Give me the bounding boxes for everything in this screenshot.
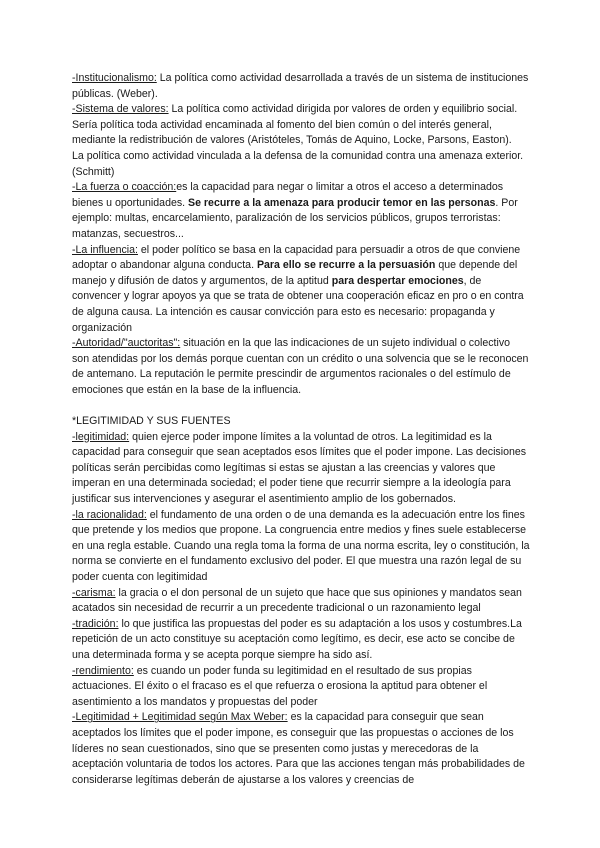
term-heading: -legitimidad: bbox=[72, 430, 130, 443]
body-text: la gracia o el don personal de un sujeto que hace que sus opiniones y mandatos sean acatados sin necesidad de recurrir a un precedente tradicional o un razonamiento legal bbox=[72, 586, 522, 615]
body-text: , de convencer y lograr apoyos ya que se trata de obtener una cooperación eficaz en pro o en contra de alguna causa. La intención es causar convicción para esto es necesario: propaganda y organización bbox=[72, 274, 524, 334]
term-heading: -La influencia: bbox=[72, 243, 138, 256]
term-heading: -La fuerza o coacción: bbox=[72, 181, 177, 194]
paragraph bbox=[72, 149, 530, 180]
paragraph bbox=[72, 664, 530, 711]
paragraph bbox=[72, 180, 530, 242]
body-text: el poder político se basa en la capacidad para persuadir a otros de que conviene adoptar o abandonar alguna conducta. bbox=[72, 243, 521, 272]
body-text: es la capacidad para conseguir que sean aceptados los límites que el poder impone, es conseguir que las propuestas o acciones de los líderes no sean cuestionados, sino que se presenten como justas y merecedoras de la aceptación voluntaria de todos los actores. Para que las acciones tengan más probabilidades de considerarse legítimas deberán de ajustarse a los valores y creencias de bbox=[72, 711, 525, 786]
body-text: La política como actividad desarrollada a través de un sistema de instituciones públicas. (Weber). bbox=[72, 72, 529, 100]
term-heading: -tradición: bbox=[72, 617, 119, 630]
body-text: es cuando un poder funda su legitimidad en el resultado de sus propias actuaciones. El éxito o el fracaso es el que refuerza o erosiona la aptitud para obtener el asentimiento a los mandatos y propuestas del poder bbox=[72, 664, 488, 708]
body-text: La política como actividad dirigida por valores de orden y equilibrio social. Sería política toda actividad encaminada al fomento del bien común o del interés general, mediante la redistribución de valores (Aristóteles, Tomás de Aquino, Locke, Parsons, Easton). bbox=[72, 103, 518, 147]
term-heading: -Legitimidad + Legitimidad según Max Weber: bbox=[72, 711, 288, 724]
body-text: . Por ejemplo: multas, encarcelamiento, paralización de los servicios públicos, grupos terroristas: matanzas, secuestros... bbox=[72, 196, 518, 240]
term-heading: -la racionalidad: bbox=[72, 508, 147, 521]
bold-text: Para ello se recurre a la persuasión bbox=[256, 259, 436, 272]
body-text: es la capacidad para negar o limitar a otros el acceso a determinados bienes u oportunidades. bbox=[72, 181, 504, 209]
paragraph bbox=[72, 336, 530, 398]
paragraph-spacer bbox=[72, 398, 530, 414]
body-text: *LEGITIMIDAD Y SUS FUENTES bbox=[72, 415, 231, 428]
body-text: quien ejerce poder impone límites a la voluntad de otros. La legitimidad es la capacidad para conseguir que sean aceptados esos límites que el poder impone. Las decisiones políticas serán percibidas como legítimas si estas se ajustan a las creencias y valores que imperan en una determinada sociedad; el poder tiene que recurrir siempre a la ideología para justificar sus intervenciones y asegurar el asentimiento amplio de los gobernados. bbox=[72, 430, 527, 506]
bold-text: para despertar emociones bbox=[331, 274, 464, 287]
term-heading: -Institucionalismo: bbox=[72, 72, 157, 84]
paragraph bbox=[72, 102, 530, 149]
body-text: situación en la que las indicaciones de un sujeto individual o colectivo son atendidas por los demás porque cuentan con un crédito o una solvencia que se le reconocen de antemano. La reputación le permite prescindir de argumentos racionales o del estímulo de emociones que están en la base de la influencia. bbox=[72, 337, 529, 396]
paragraph bbox=[72, 710, 530, 788]
paragraph bbox=[72, 71, 530, 102]
body-text: que depende del manejo y difusión de datos y argumentos, de la aptitud bbox=[72, 259, 518, 287]
term-heading: -Sistema de valores: bbox=[72, 103, 169, 116]
body-text: el fundamento de una orden o de una demanda es la adecuación entre los fines que pretende y los medios que propone. La congruencia entre medios y fines suele establecerse en una regla estable. Cuando una regla toma la forma de una norma escrita, ley o constitución, la norma se convierte en el fundamento exclusivo del poder. El que muestra una razón legal de su poder cuenta con legitimidad bbox=[72, 508, 530, 583]
paragraph bbox=[72, 617, 530, 664]
body-text: La política como actividad vinculada a la defensa de la comunidad contra una amenaza exterior. (Schmitt) bbox=[72, 149, 524, 178]
term-heading: -Autoridad/"auctoritas": bbox=[72, 337, 181, 350]
bold-text: Se recurre a la amenaza para producir temor en las personas bbox=[188, 196, 496, 209]
paragraph bbox=[72, 430, 530, 508]
paragraph bbox=[72, 586, 530, 617]
paragraph bbox=[72, 414, 530, 430]
term-heading: -carisma: bbox=[72, 586, 116, 599]
paragraph bbox=[72, 243, 530, 337]
body-text: lo que justifica las propuestas del poder es su adaptación a los usos y costumbres.La repetición de un acto constituye su aceptación como legítimo, es decir, ese acto se concibe de una determinada forma y se acepta porque siempre ha sido así. bbox=[72, 617, 522, 661]
paragraph bbox=[72, 508, 530, 586]
term-heading: -rendimiento: bbox=[72, 664, 134, 677]
